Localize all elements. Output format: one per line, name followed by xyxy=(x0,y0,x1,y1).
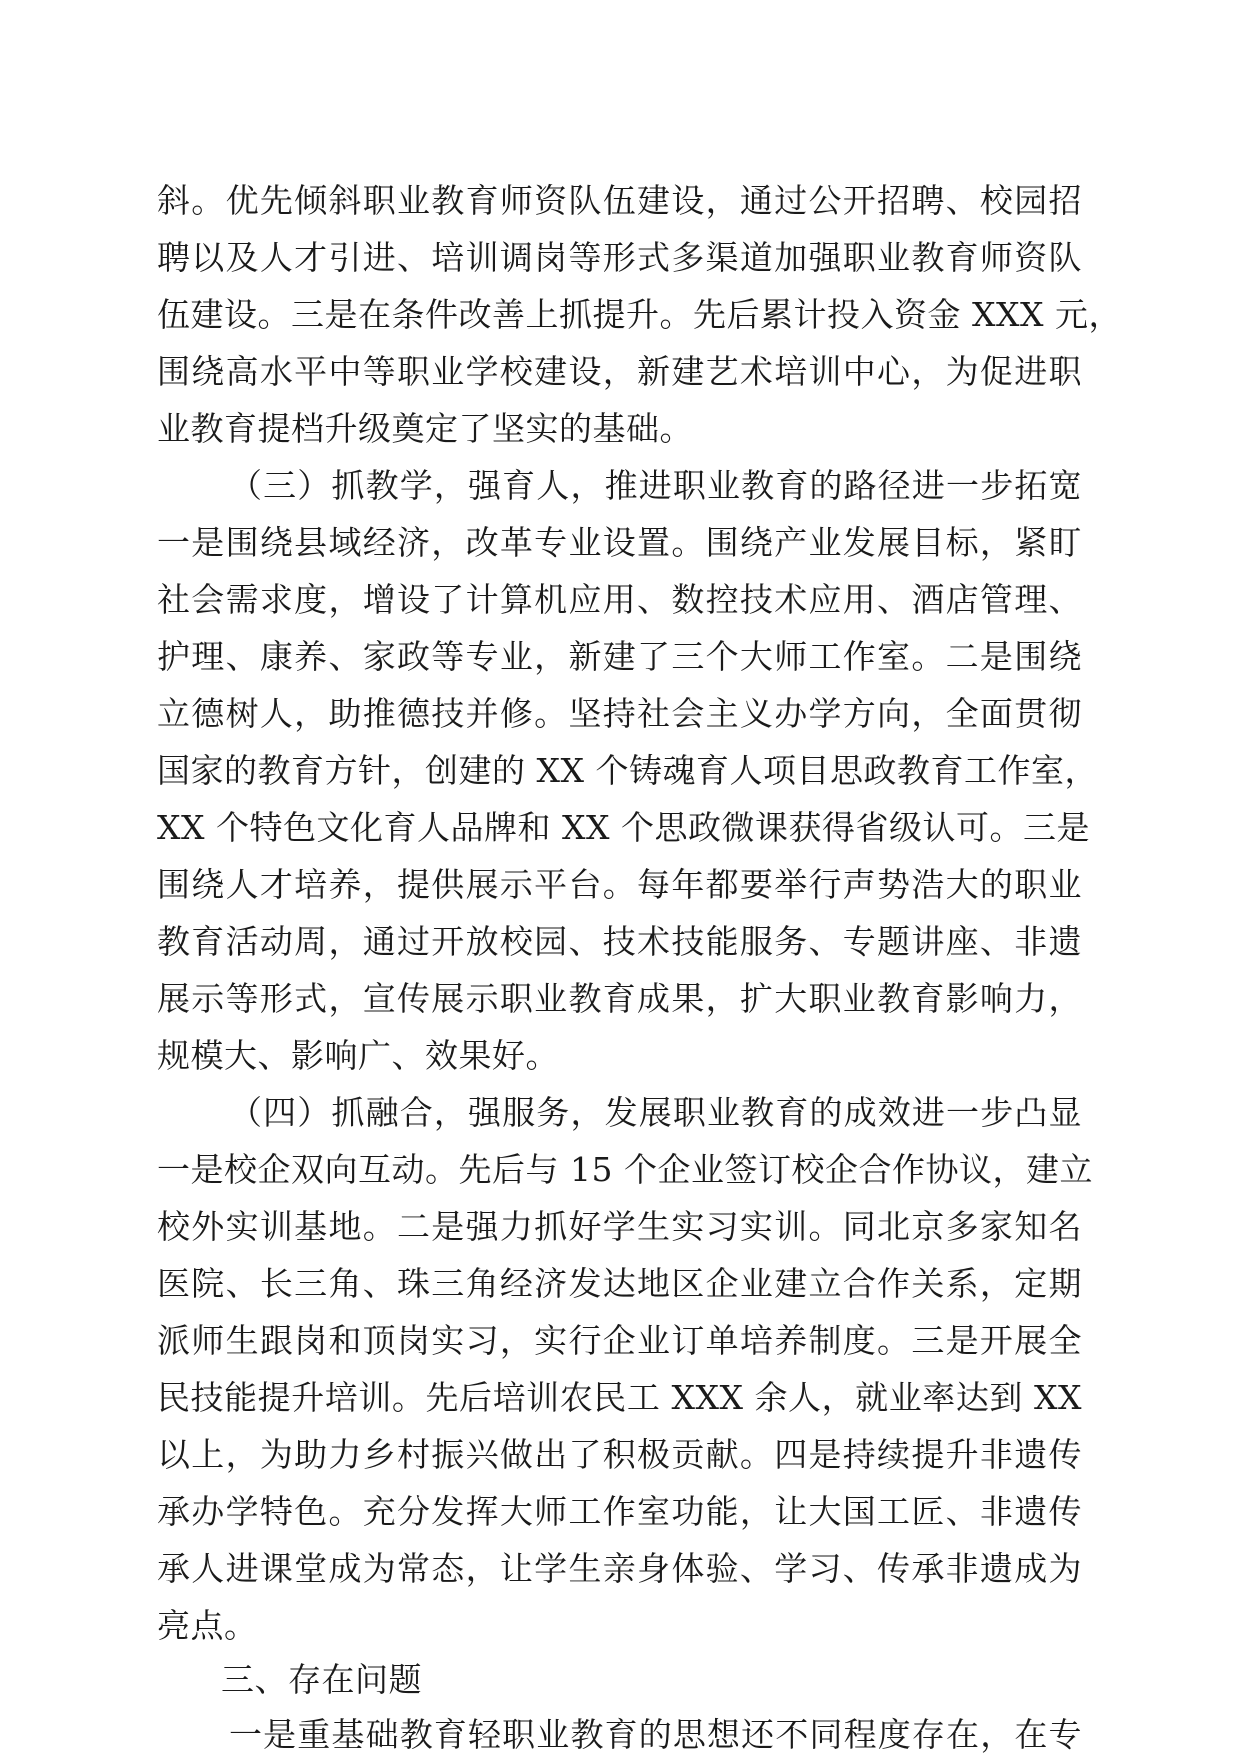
paragraph-line: 一是校企双向互动。先后与 15 个企业签订校企合作协议，建立 xyxy=(157,1150,1093,1189)
paragraph-line: 规模大、影响广、效果好。 xyxy=(157,1036,559,1075)
paragraph-line: 民技能提升培训。先后培训农民工 XXX 余人，就业率达到 XX xyxy=(157,1378,1082,1417)
section-heading: 三、存在问题 xyxy=(221,1660,422,1699)
paragraph-line: 围绕高水平中等职业学校建设，新建艺术培训中心，为促进职 xyxy=(157,352,1082,391)
paragraph-line: 伍建设。三是在条件改善上抓提升。先后累计投入资金 XXX 元， xyxy=(157,295,1122,334)
paragraph-line: 以上，为助力乡村振兴做出了积极贡献。四是持续提升非遗传 xyxy=(157,1435,1082,1474)
paragraph-line: 护理、康养、家政等专业，新建了三个大师工作室。二是围绕 xyxy=(157,637,1082,676)
paragraph-line: 一是重基础教育轻职业教育的思想还不同程度存在，在专 xyxy=(229,1715,1082,1754)
paragraph-line: 社会需求度，增设了计算机应用、数控技术应用、酒店管理、 xyxy=(157,580,1082,619)
paragraph-line: 展示等形式，宣传展示职业教育成果，扩大职业教育影响力， xyxy=(157,979,1082,1018)
section-subheading: （三）抓教学，强育人，推进职业教育的路径进一步拓宽 xyxy=(229,466,1082,505)
paragraph-line: 承办学特色。充分发挥大师工作室功能，让大国工匠、非遗传 xyxy=(157,1492,1082,1531)
paragraph-line: 医院、长三角、珠三角经济发达地区企业建立合作关系，定期 xyxy=(157,1264,1082,1303)
paragraph-line: 国家的教育方针，创建的 XX 个铸魂育人项目思政教育工作室， xyxy=(157,751,1098,790)
paragraph-line: 亮点。 xyxy=(157,1606,258,1645)
paragraph-line: 承人进课堂成为常态，让学生亲身体验、学习、传承非遗成为 xyxy=(157,1549,1082,1588)
paragraph-line: 派师生跟岗和顶岗实习，实行企业订单培养制度。三是开展全 xyxy=(157,1321,1082,1360)
paragraph-line: 聘以及人才引进、培训调岗等形式多渠道加强职业教育师资队 xyxy=(157,238,1082,277)
paragraph-line: 教育活动周，通过开放校园、技术技能服务、专题讲座、非遗 xyxy=(157,922,1082,961)
paragraph-line: 斜。优先倾斜职业教育师资队伍建设，通过公开招聘、校园招 xyxy=(157,181,1082,220)
paragraph-line: XX 个特色文化育人品牌和 XX 个思政微课获得省级认可。三是 xyxy=(157,808,1090,847)
paragraph-line: 业教育提档升级奠定了坚实的基础。 xyxy=(157,409,693,448)
paragraph-line: 一是围绕县域经济，改革专业设置。围绕产业发展目标，紧盯 xyxy=(157,523,1082,562)
paragraph-line: 立德树人，助推德技并修。坚持社会主义办学方向，全面贯彻 xyxy=(157,694,1082,733)
section-subheading: （四）抓融合，强服务，发展职业教育的成效进一步凸显 xyxy=(229,1093,1082,1132)
paragraph-line: 校外实训基地。二是强力抓好学生实习实训。同北京多家知名 xyxy=(157,1207,1082,1246)
paragraph-line: 围绕人才培养，提供展示平台。每年都要举行声势浩大的职业 xyxy=(157,865,1082,904)
